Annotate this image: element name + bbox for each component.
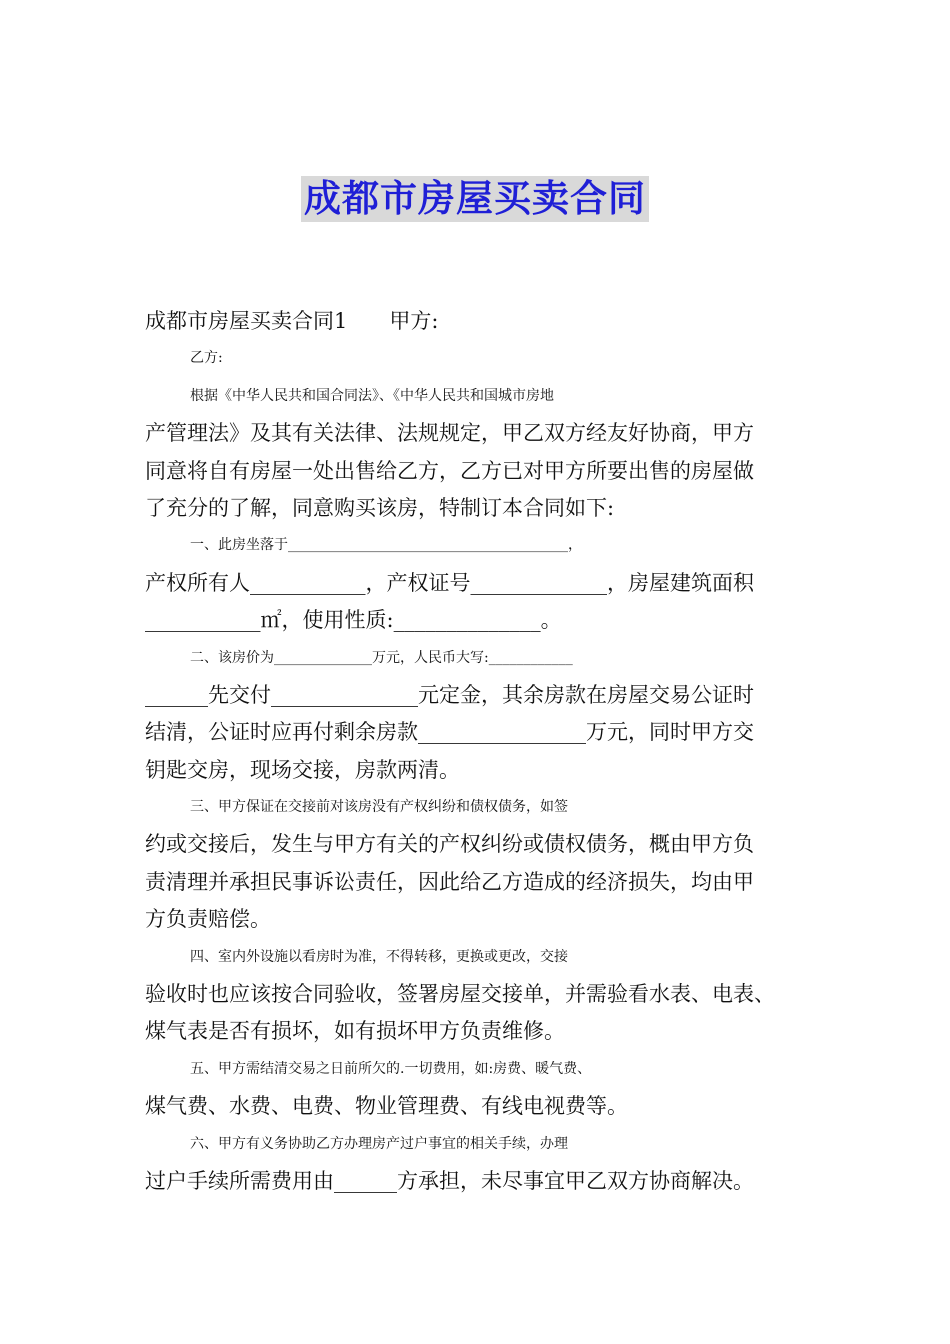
paragraph-line: ___________㎡，使用性质:______________。 <box>145 608 562 633</box>
paragraph-line: 了充分的了解，同意购买该房，特制订本合同如下: <box>145 495 615 520</box>
paragraph-line: 过户手续所需费用由______方承担，未尽事宜甲乙双方协商解决。 <box>145 1168 754 1193</box>
paragraph-line: 产管理法》及其有关法律、法规规定，甲乙双方经友好协商，甲方 <box>145 421 754 446</box>
paragraph-line: 成都市房屋买卖合同1 甲方: <box>145 309 439 333</box>
paragraph-line: ______先交付______________元定金，其余房款在房屋交易公证时 <box>145 682 754 707</box>
paragraph-line: 乙方: <box>190 350 223 367</box>
paragraph-line: 责清理并承担民事诉讼责任，因此给乙方造成的经济损失，均由甲 <box>145 869 754 894</box>
paragraph-line: 结清，公证时应再付剩余房款________________万元，同时甲方交 <box>145 720 754 745</box>
paragraph-line: 五、甲方需结清交易之日前所欠的.一切费用，如:房费、暖气费、 <box>190 1060 592 1077</box>
paragraph-line: 方负责赔偿。 <box>145 907 271 932</box>
paragraph-line: 煤气费、水费、电费、物业管理费、有线电视费等。 <box>145 1094 628 1119</box>
paragraph-line: 一、此房坐落于________________________________________， <box>190 537 582 554</box>
paragraph-line: 约或交接后，发生与甲方有关的产权纠纷或债权债务，概由甲方负 <box>145 832 754 857</box>
paragraph-line: 根据《中华人民共和国合同法》、《中华人民共和国城市房地 <box>190 387 554 404</box>
document-body <box>145 303 810 1200</box>
paragraph-line: 二、该房价为______________万元，人民币大写:____________ <box>190 649 573 666</box>
document-title: 成都市房屋买卖合同 <box>301 176 649 222</box>
paragraph-line: 六、甲方有义务协助乙方办理房产过户事宜的相关手续，办理 <box>190 1135 568 1152</box>
paragraph-line: 四、室内外设施以看房时为准，不得转移，更换或更改，交接 <box>190 948 568 965</box>
paragraph-line: 验收时也应该按合同验收，签署房屋交接单，并需验看水表、电表、 <box>145 982 775 1007</box>
paragraph-line: 煤气表是否有损坏，如有损坏甲方负责维修。 <box>145 1019 565 1044</box>
paragraph-line: 三、甲方保证在交接前对该房没有产权纠纷和债权债务，如签 <box>190 799 568 816</box>
title-container <box>0 176 950 222</box>
paragraph-line: 同意将自有房屋一处出售给乙方，乙方已对甲方所要出售的房屋做 <box>145 458 754 483</box>
paragraph-line: 钥匙交房，现场交接，房款两清。 <box>145 757 460 782</box>
paragraph-line: 产权所有人___________，产权证号_____________，房屋建筑面积 <box>145 570 754 595</box>
